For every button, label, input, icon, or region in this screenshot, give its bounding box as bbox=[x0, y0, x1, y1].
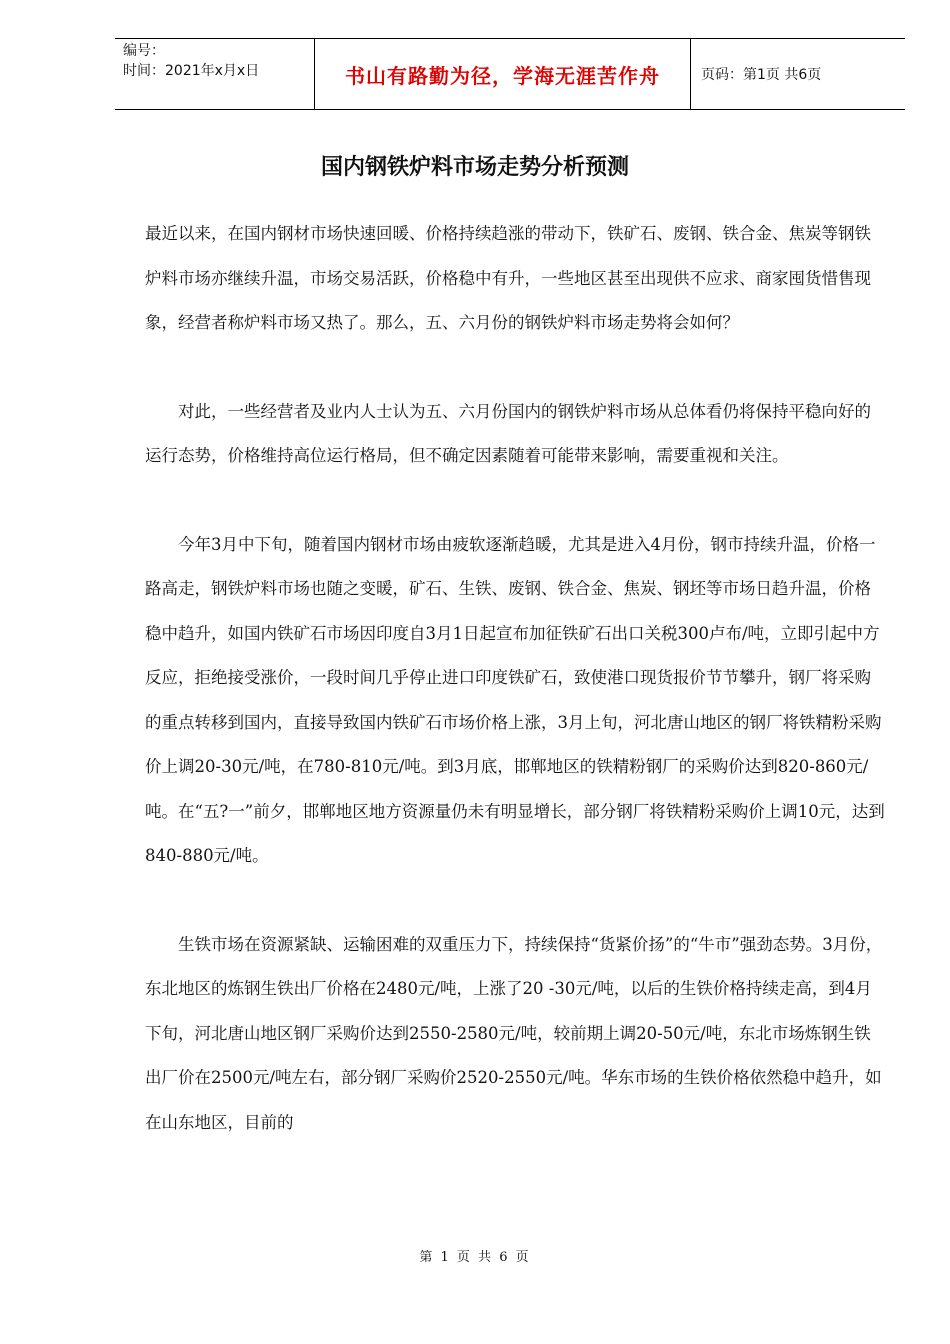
paragraph-1: 最近以来，在国内钢材市场快速回暖、价格持续趋涨的带动下，铁矿石、废钢、铁合金、焦炭等钢铁炉料市场亦继续升温，市场交易活跃，价格稳中有升，一些地区甚至出现供不应求、商家囤货惜售现象，经营者称炉料市场又热了。那么，五、六月份的钢铁炉料市场走势将会如何？ bbox=[145, 224, 871, 332]
header-page-cell bbox=[691, 39, 905, 109]
document-number-label: 编号： bbox=[123, 43, 165, 59]
document-time-label: 时间：2021年x月x日 bbox=[123, 63, 260, 79]
header-page-number: 页码：第1页 共6页 bbox=[701, 67, 822, 83]
document-title: 国内钢铁炉料市场走势分析预测 bbox=[320, 155, 629, 180]
paragraph-3: 今年3月中下旬，随着国内钢材市场由疲软逐渐趋暖，尤其是进入4月份，钢市持续升温，价格一路高走，钢铁炉料市场也随之变暖，矿石、生铁、废钢、铁合金、焦炭、钢坯等市场日趋升温，价格稳中趋升，如国内铁矿石市场因印度自3月1日起宣布加征铁矿石出口关税300卢布/吨，立即引起中方反应，拒绝接受涨价，一段时间几乎停止进口印度铁矿石，致使港口现货报价节节攀升，钢厂将采购的重点转移到国内，直接导致国内铁矿石市场价格上涨，3月上旬，河北唐山地区的钢厂将铁精粉采购价上调20-30元/吨，在780-810元/吨。到3月底，邯郸地区的铁精粉钢厂的采购价达到820-860元/吨。在“五?一”前夕，邯郸地区地方资源量仍未有明显增长，部分钢厂将铁精粉采购价上调10元，达到840-880元/吨。 bbox=[145, 534, 885, 865]
document-body bbox=[145, 212, 885, 1189]
paragraph-4: 生铁市场在资源紧缺、运输困难的双重压力下，持续保持“货紧价扬”的“牛市”强劲态势。3月份，东北地区的炼钢生铁出厂价格在2480元/吨，上涨了20 -30元/吨，以后的生铁价格持续走高，到4月下旬，河北唐山地区钢厂采购价达到2550-2580元/吨，较前期上调20-50元/吨，东北市场炼钢生铁出厂价在2500元/吨左右，部分钢厂采购价2520-2550元/吨。华东市场的生铁价格依然稳中趋升，如在山东地区，目前的 bbox=[145, 934, 883, 1132]
page-header bbox=[115, 38, 905, 110]
header-meta-cell bbox=[115, 39, 315, 109]
page-footer: 第 1 页 共 6 页 bbox=[419, 1250, 531, 1265]
header-motto: 书山有路勤为径，学海无涯苦作舟 bbox=[345, 63, 660, 88]
header-motto-cell bbox=[315, 39, 691, 109]
paragraph-2: 对此，一些经营者及业内人士认为五、六月份国内的钢铁炉料市场从总体看仍将保持平稳向好的运行态势，价格维持高位运行格局，但不确定因素随着可能带来影响，需要重视和关注。 bbox=[145, 401, 871, 465]
